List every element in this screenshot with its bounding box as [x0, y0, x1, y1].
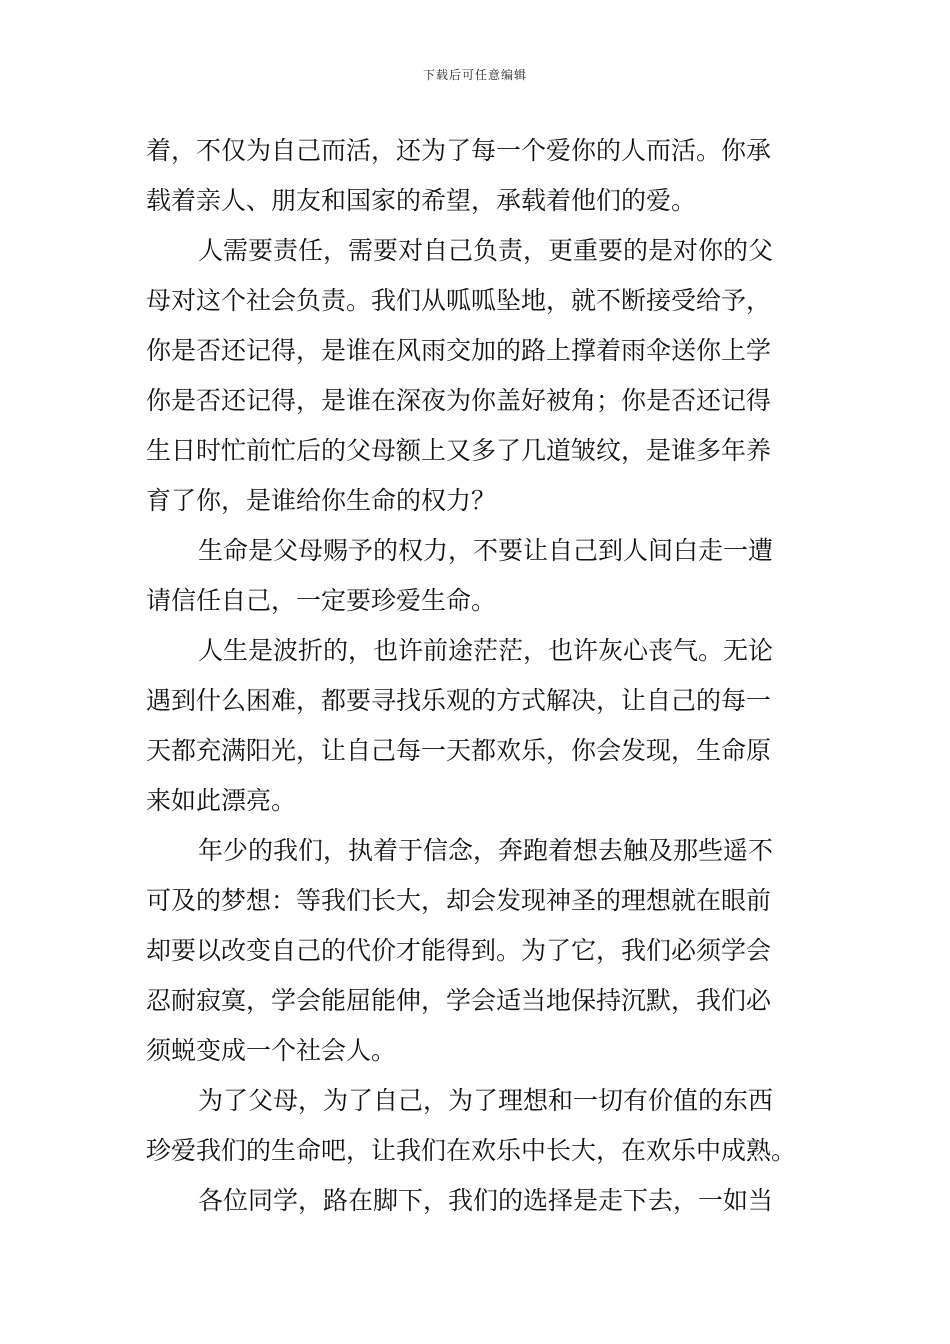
text-line: 人需要责任，需要对自己负责，更重要的是对你的父	[198, 236, 774, 265]
text-line: 年少的我们，执着于信念，奔跑着想去触及那些遥不	[198, 836, 774, 865]
paragraph	[146, 826, 806, 1076]
text-line: 育了你，是谁给你生命的权力？	[146, 486, 497, 515]
paragraph	[146, 1176, 806, 1226]
text-line: 你是否还记得，是谁在深夜为你盖好被角；你是否还记得	[146, 386, 772, 415]
text-line: 忍耐寂寞，学会能屈能伸，学会适当地保持沉默，我们必	[146, 986, 772, 1015]
text-line: 各位同学，路在脚下，我们的选择是走下去，一如当	[198, 1186, 774, 1215]
text-line: 为了父母，为了自己，为了理想和一切有价值的东西	[198, 1086, 774, 1115]
text-line: 母对这个社会负责。我们从呱呱坠地，就不断接受给予，	[146, 286, 772, 315]
text-line: 来如此漂亮。	[146, 786, 297, 815]
text-line: 可及的梦想：等我们长大，却会发现神圣的理想就在眼前	[146, 886, 772, 915]
paragraph	[146, 526, 806, 626]
text-line: 天都充满阳光，让自己每一天都欢乐，你会发现，生命原	[146, 736, 772, 765]
paragraph	[146, 626, 806, 826]
text-line: 请信任自己，一定要珍爱生命。	[146, 586, 497, 615]
text-line: 生日时忙前忙后的父母额上又多了几道皱纹，是谁多年养	[146, 436, 772, 465]
page-header: 下载后可任意编辑	[422, 68, 527, 82]
text-line: 遇到什么困难，都要寻找乐观的方式解决，让自己的每一	[146, 686, 772, 715]
text-line: 却要以改变自己的代价才能得到。为了它，我们必须学会	[146, 936, 772, 965]
text-line: 须蜕变成一个社会人。	[146, 1036, 397, 1065]
text-line: 人生是波折的，也许前途茫茫，也许灰心丧气。无论	[198, 636, 774, 665]
paragraph	[146, 126, 806, 226]
document-body	[146, 126, 806, 1226]
text-line: 珍爱我们的生命吧，让我们在欢乐中长大，在欢乐中成熟。	[146, 1136, 797, 1165]
text-line: 载着亲人、朋友和国家的希望，承载着他们的爱。	[146, 186, 697, 215]
text-line: 着，不仅为自己而活，还为了每一个爱你的人而活。你承	[146, 136, 772, 165]
paragraph	[146, 226, 806, 526]
text-line: 你是否还记得，是谁在风雨交加的路上撑着雨伞送你上学	[146, 336, 772, 365]
paragraph	[146, 1076, 806, 1176]
text-line: 生命是父母赐予的权力，不要让自己到人间白走一遭	[198, 536, 774, 565]
